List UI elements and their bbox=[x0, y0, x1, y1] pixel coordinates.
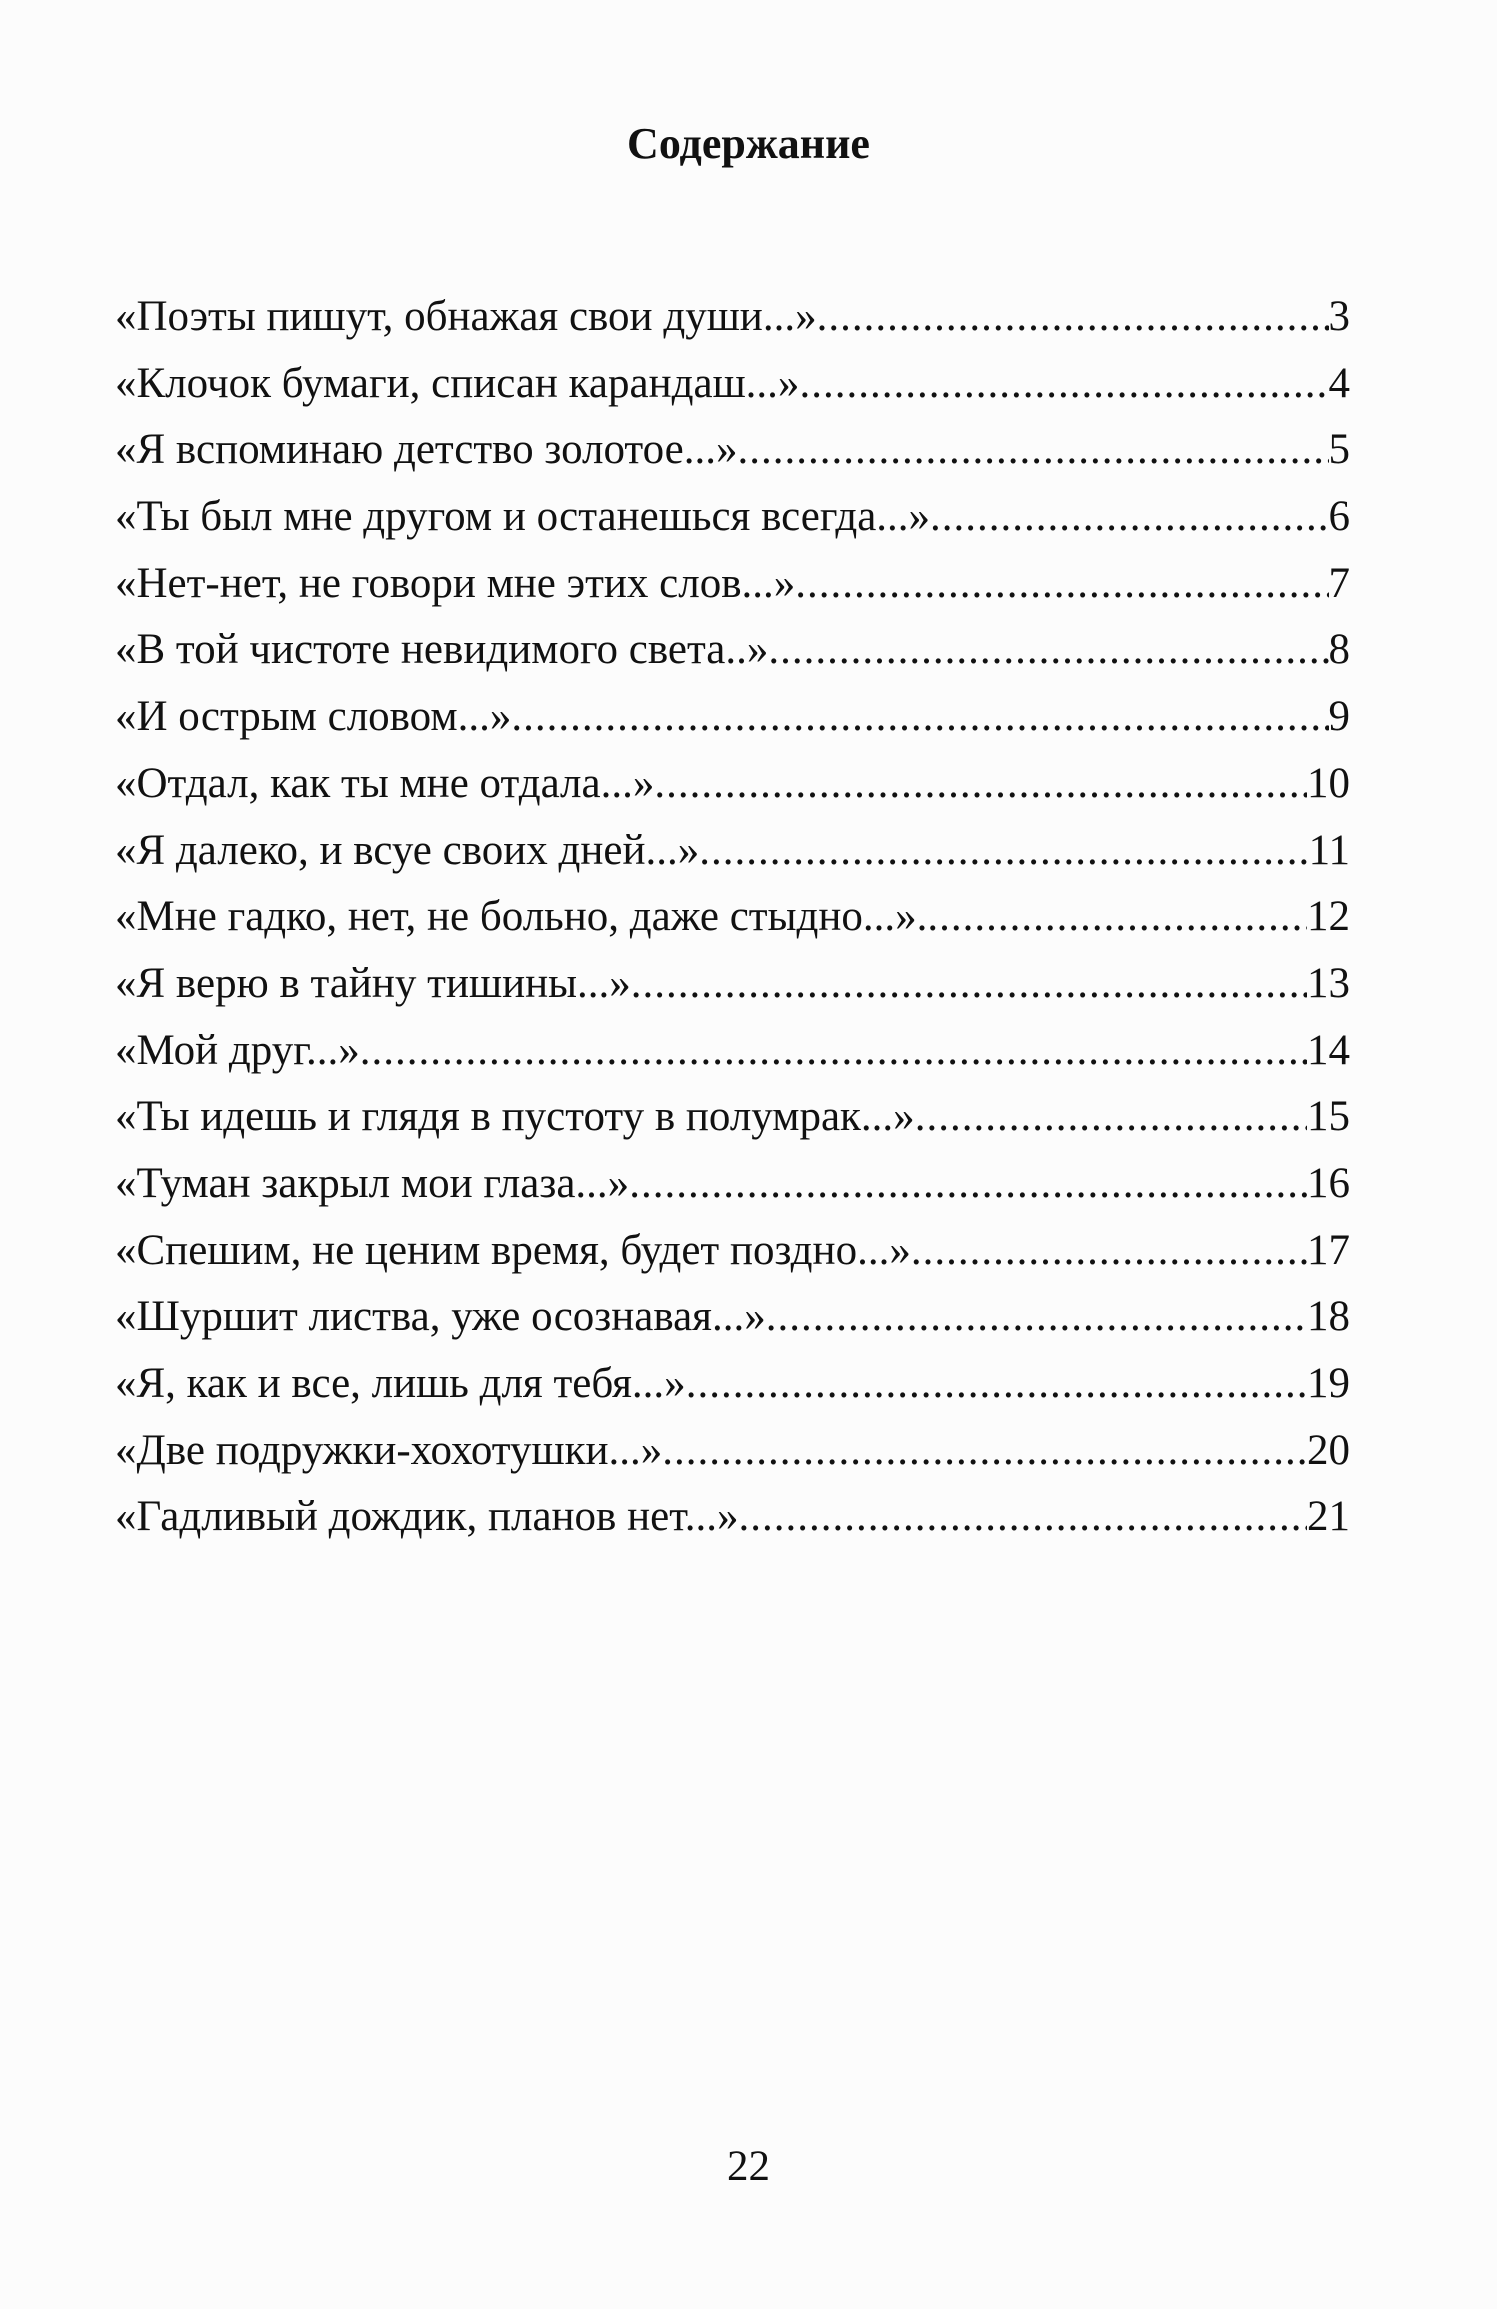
dot-leader bbox=[817, 292, 1329, 341]
toc-entry bbox=[115, 759, 1350, 826]
dot-leader bbox=[360, 1026, 1307, 1075]
toc-entry bbox=[115, 1092, 1350, 1159]
toc-entry bbox=[115, 1026, 1350, 1093]
toc-entry-title: «Поэты пишут, обнажая свои души...» bbox=[115, 293, 817, 340]
toc-entry bbox=[115, 292, 1350, 359]
toc-entry bbox=[115, 892, 1350, 959]
page-title: Содержание bbox=[627, 119, 870, 168]
toc-entry bbox=[115, 1292, 1350, 1359]
toc-entry-page: 21 bbox=[1307, 1493, 1350, 1541]
toc-entry bbox=[115, 1159, 1350, 1226]
toc-entry-title: «Спешим, не ценим время, будет поздно...» bbox=[115, 1226, 911, 1274]
toc-entry bbox=[115, 625, 1350, 692]
dot-leader bbox=[699, 826, 1308, 875]
toc-entry bbox=[115, 1426, 1350, 1493]
toc-entry-title: «В той чистоте невидимого света..» bbox=[115, 626, 769, 674]
toc-entry-title: «Клочок бумаги, списан карандаш...» bbox=[115, 359, 800, 407]
toc-entry-page: 18 bbox=[1307, 1293, 1350, 1341]
dot-leader bbox=[511, 692, 1328, 741]
toc-entry-page: 4 bbox=[1328, 359, 1350, 407]
dot-leader bbox=[662, 1426, 1307, 1475]
dot-leader bbox=[739, 1492, 1308, 1541]
toc-entry bbox=[115, 826, 1350, 893]
toc-entry-title: «Нет-нет, не говори мне этих слов...» bbox=[115, 559, 796, 607]
dot-leader bbox=[686, 1359, 1307, 1408]
toc-entry-page: 10 bbox=[1307, 759, 1350, 807]
dot-leader bbox=[738, 425, 1329, 474]
dot-leader bbox=[768, 625, 1328, 674]
toc-entry bbox=[115, 1492, 1350, 1559]
dot-leader bbox=[766, 1292, 1307, 1341]
page-number: 22 bbox=[727, 2143, 770, 2190]
toc-entry-page: 8 bbox=[1328, 626, 1350, 674]
toc-entry-title: «Ты идешь и глядя в пустоту в полумрак...» bbox=[115, 1093, 915, 1141]
dot-leader bbox=[654, 759, 1307, 808]
toc-entry-title: «Туман закрыл мои глаза...» bbox=[115, 1159, 630, 1207]
toc-entry-page: 9 bbox=[1328, 693, 1350, 741]
toc-entry-page: 12 bbox=[1307, 893, 1350, 941]
toc-entry-page: 14 bbox=[1307, 1026, 1350, 1074]
table-of-contents bbox=[115, 292, 1350, 1559]
dot-leader bbox=[927, 892, 1307, 941]
toc-entry-page: 19 bbox=[1307, 1360, 1350, 1407]
toc-entry-page: 15 bbox=[1307, 1093, 1350, 1141]
toc-entry-title: «Мне гадко, нет, не больно, даже стыдно...». bbox=[115, 893, 928, 941]
toc-entry-page: 7 bbox=[1328, 559, 1350, 607]
toc-entry-title: «Шуршит листва, уже осознавая...» bbox=[115, 1293, 766, 1341]
toc-entry-title: «Две подружки-хохотушки...» bbox=[115, 1426, 663, 1474]
toc-entry-title: «Гадливый дождик, планов нет...» bbox=[115, 1493, 739, 1541]
toc-entry-title: «Я вспоминаю детство золотое...» bbox=[115, 426, 738, 474]
toc-entry-page: 20 bbox=[1307, 1426, 1350, 1474]
toc-entry bbox=[115, 692, 1350, 759]
toc-entry-title: «Я, как и все, лишь для тебя...» bbox=[115, 1360, 686, 1407]
toc-entry-title: «Мой друг...» bbox=[115, 1026, 360, 1074]
toc-entry-page: 5 bbox=[1328, 426, 1350, 474]
dot-leader bbox=[631, 959, 1307, 1008]
dot-leader bbox=[629, 1159, 1307, 1208]
dot-leader bbox=[915, 1092, 1307, 1141]
toc-entry-title: «Я верю в тайну тишины...» bbox=[115, 959, 631, 1007]
toc-entry-title: «И острым словом...» bbox=[115, 693, 512, 741]
toc-entry-page: 16 bbox=[1307, 1159, 1350, 1207]
toc-entry-page: 6 bbox=[1328, 493, 1350, 541]
toc-entry bbox=[115, 359, 1350, 426]
toc-entry-title: «Отдал, как ты мне отдала...» bbox=[115, 759, 655, 807]
toc-entry-page: 11 bbox=[1308, 826, 1350, 874]
toc-entry-page: 17 bbox=[1307, 1226, 1350, 1274]
dot-leader bbox=[799, 359, 1328, 408]
toc-entry-title: «Ты был мне другом и останешься всегда...» bbox=[115, 493, 931, 541]
dot-leader bbox=[911, 1226, 1307, 1275]
toc-entry bbox=[115, 1359, 1350, 1426]
dot-leader bbox=[930, 492, 1328, 541]
toc-entry-title: «Я далеко, и всуе своих дней...» bbox=[115, 826, 700, 874]
dot-leader bbox=[795, 559, 1328, 608]
toc-entry bbox=[115, 959, 1350, 1026]
toc-entry-page: 3 bbox=[1328, 293, 1350, 340]
toc-entry bbox=[115, 1226, 1350, 1293]
toc-entry bbox=[115, 559, 1350, 626]
toc-entry-page: 13 bbox=[1307, 959, 1350, 1007]
toc-entry bbox=[115, 492, 1350, 559]
toc-entry bbox=[115, 425, 1350, 492]
